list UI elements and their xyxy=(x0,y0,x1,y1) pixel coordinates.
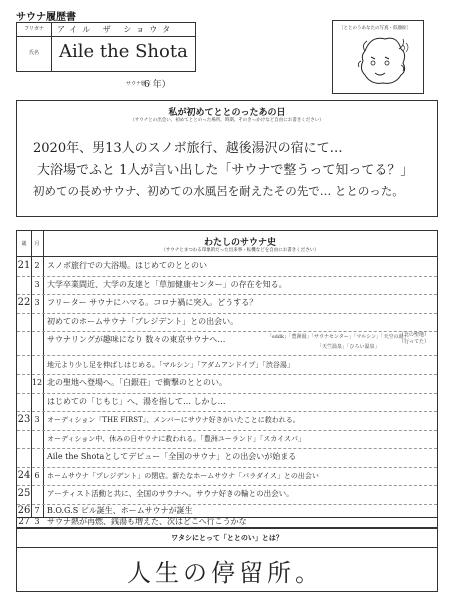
row-annotation: 「sddk」「豊洲湯」「サウナセンター」「マルシン」「天空の湯」 xyxy=(267,334,409,340)
row-text: Aile the Shotaとしてデビュー「全国のサウナ」との出会いが始まる xyxy=(47,452,297,461)
totonoi-divider xyxy=(17,547,437,548)
history-row xyxy=(17,467,437,487)
history-row xyxy=(17,448,437,468)
story-line-2: 大浴場でふと 1人が言い出した「サウナで整うって知ってる？」 xyxy=(37,163,414,178)
row-text: オーディション中、休みの日サウナに救われる。「豊洲ユーランド」「スカイスパ」 xyxy=(47,434,306,443)
row-text: フリーター サウナにハマる。コロナ禍に突入。どうする？ xyxy=(47,298,258,307)
furigana-divider xyxy=(51,36,195,37)
row-text: オーディション「THE FIRST」、メンバーにサウナ好きがいたことに救われる。 xyxy=(47,416,300,424)
margin-note: （北の聖地）（行ってた） xyxy=(399,332,430,345)
history-row xyxy=(17,374,437,394)
row-month: 2 xyxy=(34,261,40,270)
row-text: アーティスト活動と共に、全国のサウナへ。サウナ好きの輪との出会い。 xyxy=(47,489,294,498)
history-row xyxy=(17,356,437,376)
row-month: 3 xyxy=(34,415,40,424)
history-row xyxy=(17,276,437,296)
row-month: 3 xyxy=(34,298,40,307)
portrait-sketch xyxy=(351,31,411,91)
row-text: はじめての「じもじ」へ、湯を指して… しかし… xyxy=(47,396,226,406)
row-annotation: 「天竺温泉」「ひろい温泉」 xyxy=(317,344,380,350)
row-age: 21 xyxy=(17,260,31,271)
history-row xyxy=(16,517,438,528)
history-row xyxy=(17,331,437,356)
row-age: 24 xyxy=(17,469,31,481)
history-row xyxy=(17,411,437,431)
row-text: ホームサウナ「プレジデント」の閉店。新たなホームサウナ「パラダイス」との出会い xyxy=(47,471,319,480)
row-month: 3 xyxy=(34,279,40,289)
sauna-history-section xyxy=(16,230,438,518)
history-subheading: （サウナとまつわる印象的だった出来事・転機などを自由にお書きください） xyxy=(161,248,319,253)
row-text: B.O.G.S ビル誕生、ホームサウナが誕生 xyxy=(47,505,193,515)
row-text: 北の聖地へ登場へ。「白銀荘」で衝撃のととのい。 xyxy=(47,378,227,387)
story-line-1: 2020年、男13人のスノボ旅行、越後湯沢の宿にて… xyxy=(33,141,343,156)
name-box xyxy=(16,22,196,72)
furigana-value: アイル ザ ショウタ xyxy=(57,25,176,34)
row-text: スノボ旅行での大浴場。はじめてのととのい xyxy=(47,261,207,270)
row-month: 6 xyxy=(34,470,40,480)
history-row xyxy=(17,257,437,277)
row-month: 3 xyxy=(34,517,40,526)
story-line-3: 初めての長めサウナ、初めての水風呂を耐えたその先で… ととのった。 xyxy=(33,184,404,198)
totonoi-answer: 人生の停留所。 xyxy=(127,559,323,587)
age-column-header: 歳 xyxy=(21,241,27,247)
first-totonoi-heading: 私が初めてととのったあの日 xyxy=(168,108,286,118)
row-age: 22 xyxy=(17,297,31,308)
row-text: 初めてのホームサウナ「プレジデント」との出会い。 xyxy=(47,316,239,326)
row-text: 地元より少し足を伸ばしはじめる。「マルシン」「アダムアンドイブ」「渋谷湯」 xyxy=(47,360,294,369)
history-row xyxy=(17,430,437,450)
row-month: 12 xyxy=(31,378,43,387)
history-row xyxy=(17,313,437,333)
month-column-header: 月 xyxy=(34,241,40,247)
portrait-box xyxy=(332,20,424,94)
row-age: 26 xyxy=(17,504,31,516)
sauna-history-value: 6 年） xyxy=(144,80,171,90)
row-month: 7 xyxy=(34,505,40,515)
history-row xyxy=(17,393,437,413)
totonoi-question: ワタシにとって「ととのい」とは？ xyxy=(171,534,283,542)
row-age: 27 xyxy=(18,517,30,527)
row-age: 25 xyxy=(17,488,31,499)
first-totonoi-subheading: （サウナとの出会い、初めてととのった場所、時期、そのきっかけなど自由にお書きください） xyxy=(130,118,324,123)
row-text: サウナリングが趣味になり 数々の東京サウナへ… xyxy=(47,335,226,344)
history-heading: わたしのサウナ史 xyxy=(203,238,276,248)
portrait-label: ［ととのうあなたの写真・似顔絵］ xyxy=(339,26,411,31)
name-value: Aile the Shota xyxy=(59,41,188,62)
sauna-history-label: サウナ歴（ xyxy=(126,81,152,87)
row-text: サウナ熱が再燃、銭湯も増えた、次はどこへ行こうかな xyxy=(47,517,247,526)
history-row xyxy=(17,294,437,314)
row-text: 大学卒業間近、大学の友達と「草加健康センター」の存在を知る。 xyxy=(47,279,287,289)
furigana-label: フリガナ xyxy=(17,23,52,37)
first-totonoi-section xyxy=(16,100,438,217)
document-title: サウナ履歴書 xyxy=(16,12,76,23)
name-label: 氏名 xyxy=(17,36,52,71)
history-row xyxy=(17,504,437,517)
history-row xyxy=(17,485,437,505)
row-age: 23 xyxy=(17,414,31,425)
totonoi-meaning-section xyxy=(16,528,438,592)
